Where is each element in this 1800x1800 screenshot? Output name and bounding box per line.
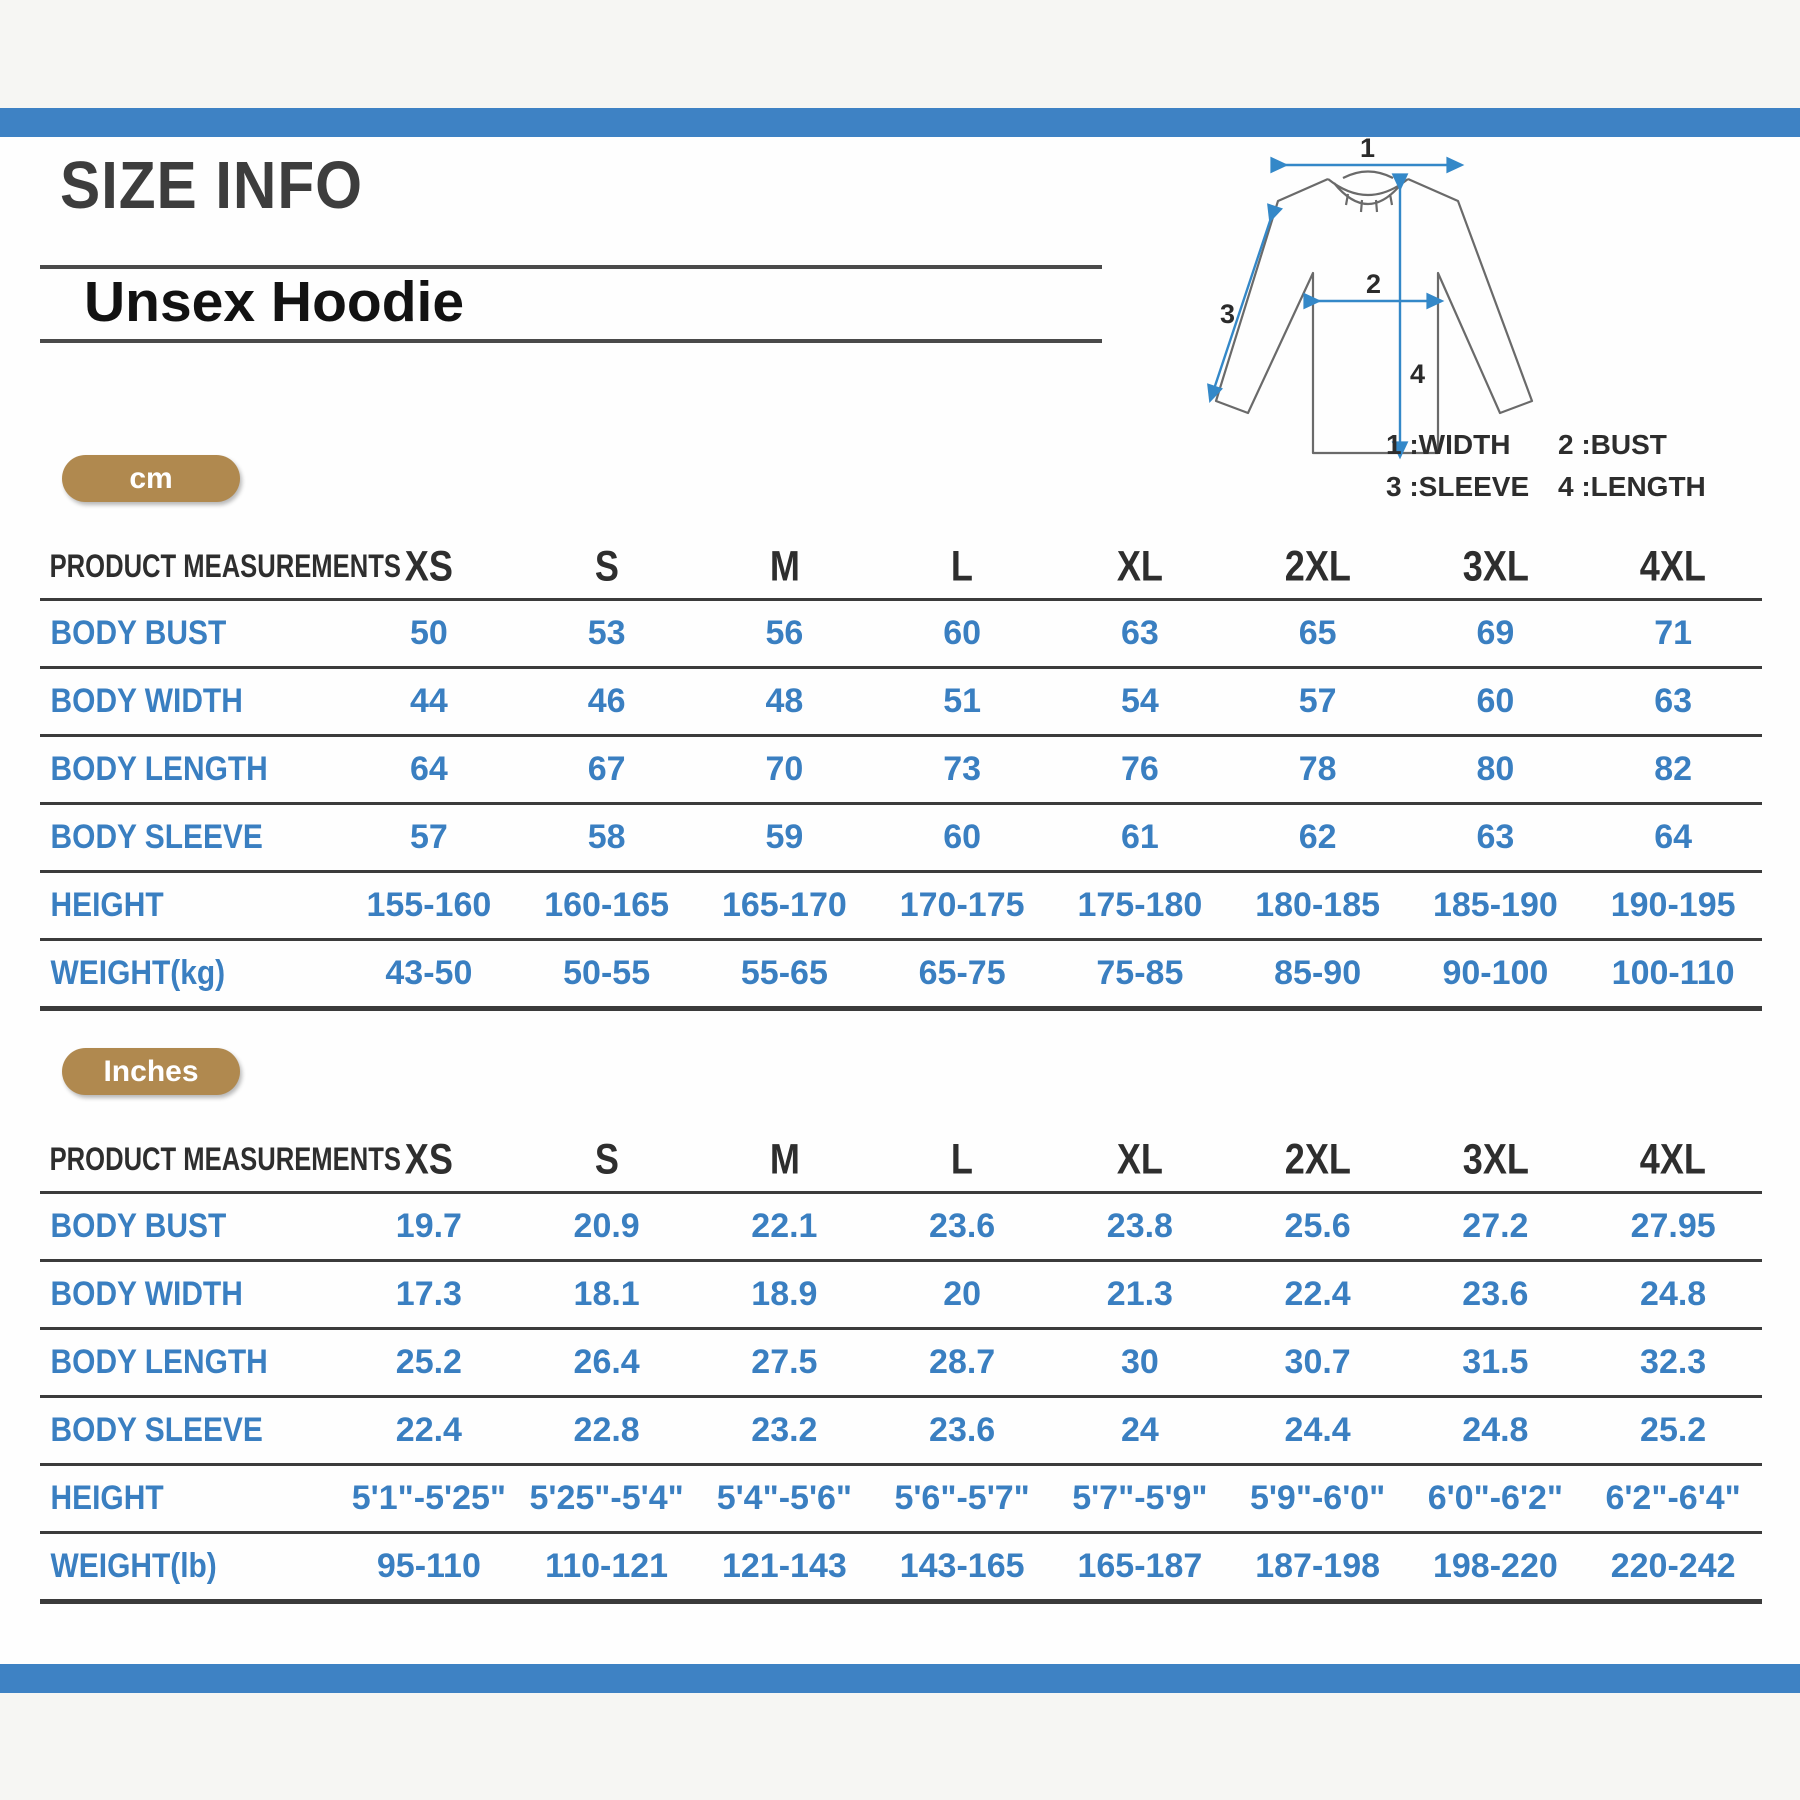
legend-item-bust: 2 :BUST xyxy=(1558,429,1667,460)
measurement-value: 24.8 xyxy=(1640,1275,1707,1313)
measurement-value: 48 xyxy=(765,682,804,720)
size-column-header: 4XL xyxy=(1640,541,1707,590)
row-label: BODY SLEEVE xyxy=(50,818,263,856)
size-column-header: 3XL xyxy=(1462,541,1529,590)
diagram-marker-width: 1 xyxy=(1360,133,1376,163)
measurement-value: 28.7 xyxy=(929,1343,996,1381)
measurement-value: 32.3 xyxy=(1640,1343,1707,1381)
measurement-value: 185-190 xyxy=(1432,886,1558,924)
measurement-value: 82 xyxy=(1654,750,1693,788)
hoodie-measurement-diagram xyxy=(1168,131,1588,461)
measurement-value: 22.4 xyxy=(1284,1275,1351,1313)
table-row xyxy=(40,1463,1762,1531)
measurement-value: 30 xyxy=(1120,1343,1159,1381)
size-column-header: 2XL xyxy=(1284,541,1351,590)
size-column-header: 3XL xyxy=(1462,1134,1529,1183)
measurement-value: 64 xyxy=(409,750,448,788)
measurement-value: 24 xyxy=(1120,1411,1159,1449)
measurement-value: 220-242 xyxy=(1610,1547,1736,1585)
measurement-value: 23.8 xyxy=(1106,1207,1173,1245)
legend-item-width: 1 :WIDTH xyxy=(1386,429,1511,460)
measurement-value: 5'7"-5'9" xyxy=(1072,1479,1208,1517)
table-row xyxy=(40,938,1762,1006)
measurement-value: 143-165 xyxy=(899,1547,1025,1585)
measurement-value: 54 xyxy=(1120,682,1159,720)
table-row xyxy=(40,1191,1762,1259)
measurement-value: 63 xyxy=(1120,614,1159,652)
measurement-value: 22.8 xyxy=(573,1411,640,1449)
measurement-value: 55-65 xyxy=(740,954,828,992)
divider-line xyxy=(40,339,1102,343)
measurements-header: PRODUCT MEASUREMENTS xyxy=(49,547,401,584)
measurement-value: 43-50 xyxy=(385,954,473,992)
measurement-value: 165-170 xyxy=(721,886,847,924)
size-column-header: L xyxy=(951,541,974,590)
measurement-value: 62 xyxy=(1298,818,1337,856)
measurement-value: 27.2 xyxy=(1462,1207,1529,1245)
unit-badge-inches: Inches xyxy=(62,1048,240,1095)
table-row xyxy=(40,1531,1762,1599)
measurement-value: 27.5 xyxy=(751,1343,818,1381)
measurement-value: 51 xyxy=(943,682,982,720)
measurement-value: 187-198 xyxy=(1255,1547,1381,1585)
row-label: HEIGHT xyxy=(50,886,164,924)
measurement-value: 25.2 xyxy=(1640,1411,1707,1449)
size-column-header: M xyxy=(769,541,800,590)
measurement-value: 60 xyxy=(1476,682,1515,720)
measurement-value: 63 xyxy=(1654,682,1693,720)
measurement-value: 73 xyxy=(943,750,982,788)
measurement-value: 20 xyxy=(943,1275,982,1313)
table-row xyxy=(40,1395,1762,1463)
page-title: SIZE INFO xyxy=(60,148,363,223)
measurement-value: 46 xyxy=(587,682,626,720)
measurement-value: 18.9 xyxy=(751,1275,818,1313)
table-row xyxy=(40,734,1762,802)
measurement-value: 23.6 xyxy=(1462,1275,1529,1313)
measurement-value: 180-185 xyxy=(1255,886,1381,924)
measurement-value: 190-195 xyxy=(1610,886,1736,924)
measurement-value: 58 xyxy=(587,818,626,856)
measurement-value: 85-90 xyxy=(1274,954,1362,992)
table-header-row xyxy=(40,534,1762,598)
measurement-value: 5'4"-5'6" xyxy=(716,1479,853,1517)
table-row xyxy=(40,1259,1762,1327)
measurement-value: 75-85 xyxy=(1096,954,1184,992)
size-column-header: S xyxy=(594,541,619,590)
measurement-value: 24.4 xyxy=(1284,1411,1351,1449)
size-column-header: XL xyxy=(1116,541,1163,590)
row-label: BODY WIDTH xyxy=(50,1275,243,1313)
size-column-header: M xyxy=(769,1134,800,1183)
measurement-value: 23.6 xyxy=(929,1207,996,1245)
measurement-arrows xyxy=(1212,165,1456,451)
measurement-value: 160-165 xyxy=(544,886,670,924)
measurement-value: 23.2 xyxy=(751,1411,818,1449)
size-info-sheet xyxy=(0,133,1800,1664)
size-column-header: S xyxy=(594,1134,619,1183)
measurement-value: 27.95 xyxy=(1630,1207,1716,1245)
measurement-value: 50-55 xyxy=(563,954,651,992)
measurement-value: 5'1"-5'25" xyxy=(351,1479,507,1517)
row-label: BODY WIDTH xyxy=(50,682,243,720)
measurement-value: 65-75 xyxy=(918,954,1006,992)
measurement-value: 65 xyxy=(1298,614,1337,652)
cm-size-section xyxy=(40,455,1762,1011)
size-column-header: XS xyxy=(404,1134,453,1183)
measurements-header: PRODUCT MEASUREMENTS xyxy=(49,1140,401,1177)
measurement-value: 25.2 xyxy=(395,1343,462,1381)
measurement-value: 26.4 xyxy=(573,1343,640,1381)
measurement-value: 56 xyxy=(765,614,804,652)
measurement-value: 53 xyxy=(587,614,626,652)
measurement-value: 155-160 xyxy=(366,886,492,924)
measurement-value: 170-175 xyxy=(899,886,1025,924)
size-table-inches xyxy=(40,1127,1762,1604)
measurement-value: 69 xyxy=(1476,614,1515,652)
measurement-value: 64 xyxy=(1654,818,1693,856)
measurement-value: 24.8 xyxy=(1462,1411,1529,1449)
measurement-value: 90-100 xyxy=(1442,954,1549,992)
row-label: BODY BUST xyxy=(50,1207,227,1245)
measurement-value: 5'25"-5'4" xyxy=(529,1479,684,1517)
product-name: Unsex Hoodie xyxy=(84,270,465,334)
table-row xyxy=(40,598,1762,666)
table-header-row xyxy=(40,1127,1762,1191)
measurement-value: 63 xyxy=(1476,818,1515,856)
measurement-value: 23.6 xyxy=(929,1411,996,1449)
measurement-value: 20.9 xyxy=(573,1207,640,1245)
measurement-value: 95-110 xyxy=(376,1547,481,1585)
diagram-marker-length: 4 xyxy=(1410,359,1426,389)
measurement-value: 22.1 xyxy=(751,1207,818,1245)
measurement-value: 60 xyxy=(943,818,982,856)
inches-size-section xyxy=(40,1048,1762,1604)
shirt-outline xyxy=(1216,172,1532,454)
measurement-value: 57 xyxy=(409,818,448,856)
legend-item-length: 4 :LENGTH xyxy=(1558,471,1706,502)
measurement-value: 198-220 xyxy=(1432,1547,1558,1585)
measurement-value: 18.1 xyxy=(573,1275,640,1313)
measurement-value: 22.4 xyxy=(395,1411,462,1449)
measurement-value: 19.7 xyxy=(395,1207,462,1245)
measurement-value: 21.3 xyxy=(1106,1275,1173,1313)
measurement-value: 71 xyxy=(1654,614,1693,652)
measurement-value: 6'2"-6'4" xyxy=(1605,1479,1741,1517)
size-table-cm xyxy=(40,534,1762,1011)
measurement-value: 44 xyxy=(409,682,448,720)
legend-item-sleeve: 3 :SLEEVE xyxy=(1386,471,1530,502)
measurement-value: 61 xyxy=(1120,818,1159,856)
measurement-value: 59 xyxy=(765,818,804,856)
size-column-header: XL xyxy=(1116,1134,1163,1183)
row-label: BODY LENGTH xyxy=(50,1343,268,1381)
measurement-value: 6'0"-6'2" xyxy=(1427,1479,1564,1517)
measurement-value: 80 xyxy=(1476,750,1515,788)
row-label: BODY LENGTH xyxy=(50,750,268,788)
unit-badge-cm: cm xyxy=(62,455,240,502)
measurement-value: 5'9"-6'0" xyxy=(1249,1479,1386,1517)
diagram-marker-sleeve: 3 xyxy=(1220,299,1236,329)
measurement-value: 70 xyxy=(765,750,804,788)
diagram-marker-bust: 2 xyxy=(1366,269,1382,299)
row-label: WEIGHT(lb) xyxy=(50,1547,217,1585)
measurement-value: 60 xyxy=(943,614,982,652)
measurement-value: 76 xyxy=(1120,750,1159,788)
row-label: BODY BUST xyxy=(50,614,227,652)
table-row xyxy=(40,802,1762,870)
size-column-header: 4XL xyxy=(1640,1134,1707,1183)
table-row xyxy=(40,666,1762,734)
size-column-header: XS xyxy=(404,541,453,590)
measurement-value: 110-121 xyxy=(545,1547,669,1585)
bottom-accent-bar xyxy=(0,1664,1800,1693)
measurement-value: 17.3 xyxy=(395,1275,462,1313)
row-label: BODY SLEEVE xyxy=(50,1411,263,1449)
table-row xyxy=(40,1327,1762,1395)
size-column-header: 2XL xyxy=(1284,1134,1351,1183)
measurement-value: 100-110 xyxy=(1611,954,1735,992)
size-column-header: L xyxy=(951,1134,974,1183)
measurement-value: 25.6 xyxy=(1284,1207,1351,1245)
measurement-value: 121-143 xyxy=(721,1547,847,1585)
measurement-value: 5'6"-5'7" xyxy=(894,1479,1030,1517)
measurement-value: 31.5 xyxy=(1462,1343,1529,1381)
row-label: HEIGHT xyxy=(50,1479,164,1517)
row-label: WEIGHT(kg) xyxy=(50,954,226,992)
measurement-value: 30.7 xyxy=(1284,1343,1351,1381)
measurement-value: 57 xyxy=(1298,682,1337,720)
measurement-value: 78 xyxy=(1298,750,1337,788)
measurement-value: 175-180 xyxy=(1077,886,1203,924)
measurement-value: 67 xyxy=(587,750,626,788)
table-row xyxy=(40,870,1762,938)
measurement-value: 165-187 xyxy=(1077,1547,1203,1585)
measurement-value: 50 xyxy=(409,614,448,652)
